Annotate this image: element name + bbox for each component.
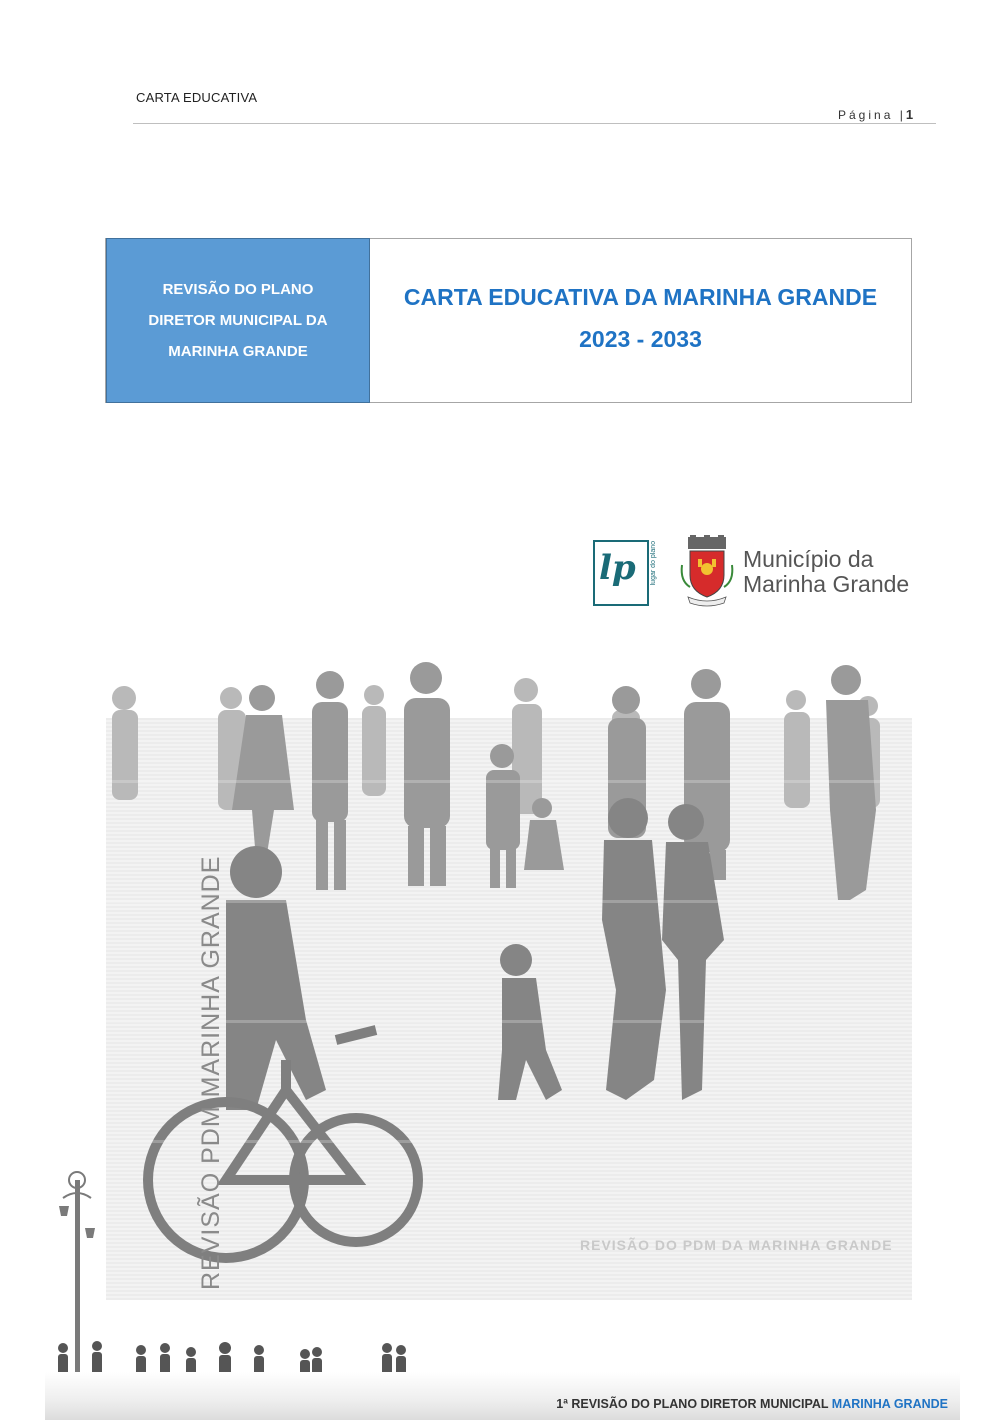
municipality-line-2: Marinha Grande [743, 571, 910, 597]
title-left-text: REVISÃO DO PLANO DIRETOR MUNICIPAL DA MARINHA GRANDE [148, 281, 328, 360]
title-right-panel [370, 239, 911, 402]
municipality-name [743, 547, 909, 597]
lp-mark: lp [599, 548, 636, 588]
header-divider [133, 123, 936, 124]
footer-prefix: 1ª REVISÃO DO PLANO DIRETOR MUNICIPAL [556, 1397, 829, 1411]
page-header-title: CARTA EDUCATIVA [136, 90, 258, 105]
page-number: Página |1 [838, 107, 914, 122]
ghost-cover-text: REVISÃO DO PDM DA MARINHA GRANDE [580, 1237, 893, 1253]
title-left-panel [106, 238, 370, 403]
title-years: 2023 - 2033 [579, 325, 702, 352]
footer-text [556, 1397, 948, 1411]
lp-logo [593, 540, 649, 606]
title-box [105, 238, 912, 403]
lp-subtitle: lugar do plano [650, 541, 657, 586]
main-title: CARTA EDUCATIVA DA MARINHA GRANDE [403, 283, 878, 310]
footer-accent: MARINHA GRANDE [831, 1397, 948, 1411]
footer-band [45, 1372, 960, 1420]
page-number-value: 1 [905, 107, 914, 122]
municipal-crest-icon [678, 535, 736, 607]
municipality-line-1: Município da [743, 546, 874, 572]
vertical-cover-text: REVISÃO PDM MARINHA GRANDE [197, 855, 225, 1290]
page-label: Página [838, 108, 894, 122]
logo-row [590, 535, 930, 610]
